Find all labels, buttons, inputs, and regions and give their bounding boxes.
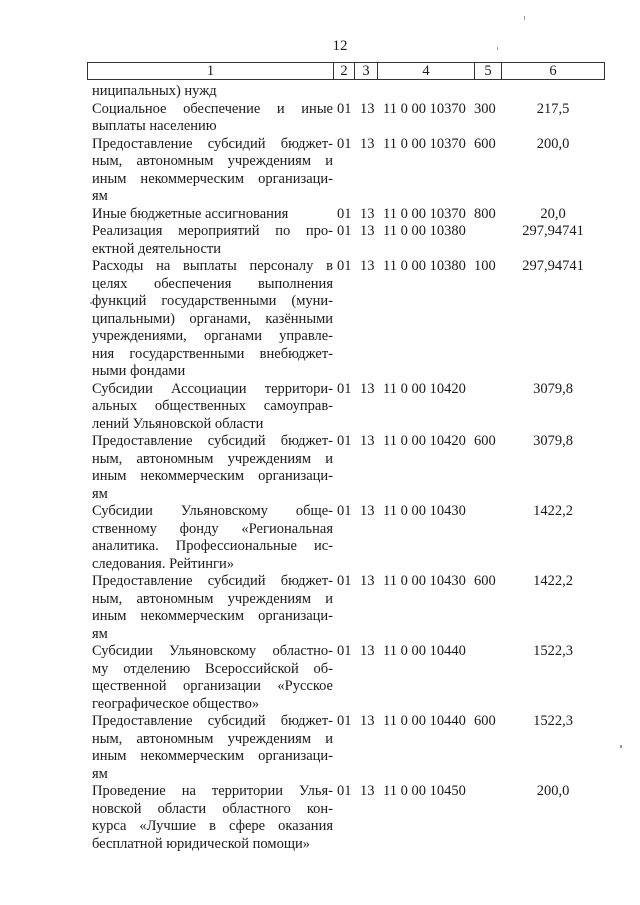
- description-line: ния государственными внебюджет-: [92, 345, 333, 362]
- table-row: [0, 713, 640, 783]
- description-line: аналитика. Профессиональные ис-: [92, 538, 333, 554]
- cell-c2: 01: [337, 783, 352, 799]
- row-description: [92, 503, 333, 573]
- cell-c4: 11 0 00 10380: [383, 223, 466, 239]
- table-row: [0, 83, 640, 101]
- cell-c3: 13: [360, 643, 375, 659]
- cell-c6: 3079,8: [533, 380, 573, 397]
- table-row: [0, 101, 640, 136]
- table-row: [0, 206, 640, 224]
- description-line: ственному фонду «Региональная: [92, 520, 333, 537]
- row-description: [92, 136, 333, 206]
- description-line: иным некоммерческим организаци-: [92, 608, 333, 624]
- cell-c2: 01: [337, 643, 352, 659]
- cell-c3: 13: [360, 100, 375, 117]
- cell-c5: 100: [474, 258, 496, 274]
- row-description: [92, 83, 333, 101]
- description-line: учреждениями, органами управле-: [92, 328, 333, 344]
- description-line: ным, автономным учреждениям и: [92, 730, 333, 747]
- table-row: [0, 573, 640, 643]
- row-description: [92, 433, 333, 503]
- description-line: целях обеспечения выполнения: [92, 275, 333, 292]
- table-body: [0, 83, 640, 853]
- header-col-3: 3: [355, 63, 378, 79]
- row-description: [92, 206, 333, 224]
- cell-c3: 13: [360, 258, 375, 274]
- header-col-5: 5: [475, 63, 502, 79]
- description-line: альных общественных самоуправ-: [92, 398, 333, 414]
- cell-c4: 11 0 00 10430: [383, 573, 466, 589]
- cell-c2: 01: [337, 205, 352, 222]
- description-line: ным, автономным учреждениям и: [92, 153, 333, 169]
- cell-c3: 13: [360, 503, 375, 519]
- table-header: [87, 62, 605, 80]
- row-description: [92, 101, 333, 136]
- description-line: бесплатной юридической помощи»: [92, 835, 310, 852]
- description-line: Социальное обеспечение и иные: [92, 100, 333, 117]
- cell-c6: 1422,2: [533, 503, 573, 519]
- cell-c3: 13: [360, 135, 375, 152]
- row-description: [92, 713, 333, 783]
- row-description: [92, 573, 333, 643]
- description-line: ектной деятельности: [92, 240, 222, 257]
- page-number: 12: [332, 38, 348, 54]
- cell-c6: 20,0: [540, 205, 566, 222]
- description-line: му отделению Всероссийской об-: [92, 660, 333, 677]
- cell-c4: 11 0 00 10440: [383, 713, 466, 729]
- cell-c5: 600: [474, 573, 496, 589]
- description-line: ципальными) органами, казёнными: [92, 310, 333, 327]
- description-line: ям: [92, 188, 108, 204]
- table-row: [0, 136, 640, 206]
- cell-c4: 11 0 00 10380: [383, 258, 466, 274]
- table-row: [0, 258, 640, 381]
- table-row: [0, 643, 640, 713]
- description-line: Предоставление субсидий бюджет-: [92, 135, 333, 152]
- table-row: [0, 503, 640, 573]
- table-row: [0, 783, 640, 853]
- cell-c4: 11 0 00 10420: [383, 380, 466, 397]
- description-line: Иные бюджетные ассигнования: [92, 205, 289, 222]
- cell-c6: 1522,3: [533, 643, 573, 659]
- cell-c3: 13: [360, 433, 375, 449]
- cell-c2: 01: [337, 223, 352, 239]
- description-line: Субсидии Ассоциации территори-: [92, 380, 333, 397]
- header-col-4: 4: [378, 63, 475, 79]
- cell-c6: 200,0: [536, 135, 570, 152]
- cell-c5: 800: [474, 205, 496, 222]
- row-description: [92, 223, 333, 258]
- row-description: [92, 258, 333, 381]
- row-description: [92, 643, 333, 713]
- description-line: новской области областного кон-: [92, 800, 333, 817]
- cell-c6: 200,0: [536, 783, 570, 799]
- cell-c2: 01: [337, 135, 352, 152]
- cell-c2: 01: [337, 100, 352, 117]
- cell-c4: 11 0 00 10420: [383, 433, 466, 449]
- description-line: ям: [92, 485, 108, 502]
- header-col-6: 6: [549, 63, 557, 79]
- description-line: иным некоммерческим организаци-: [92, 748, 333, 764]
- description-line: ям: [92, 625, 108, 642]
- cell-c4: 11 0 00 10370: [383, 100, 466, 117]
- row-description: [92, 381, 333, 434]
- cell-c3: 13: [360, 783, 375, 799]
- description-line: ным, автономным учреждениям и: [92, 590, 333, 607]
- description-line: щественной организации «Русское: [92, 678, 333, 694]
- cell-c2: 01: [337, 573, 352, 589]
- description-line: Субсидии Ульяновскому областно-: [92, 643, 333, 659]
- cell-c6: 1422,2: [533, 573, 573, 589]
- cell-c6: 297,94741: [522, 223, 584, 239]
- cell-c2: 01: [337, 713, 352, 729]
- description-line: ниципальных) нужд: [92, 83, 217, 99]
- description-line: выплаты населению: [92, 118, 217, 134]
- description-line: иным некоммерческим организаци-: [92, 170, 333, 187]
- cell-c5: 600: [474, 433, 496, 449]
- cell-c6: 297,94741: [522, 258, 584, 274]
- cell-c2: 01: [337, 433, 352, 449]
- cell-c5: 600: [474, 713, 496, 729]
- description-line: Предоставление субсидий бюджет-: [92, 573, 333, 589]
- description-line: Расходы на выплаты персоналу в: [92, 258, 333, 274]
- description-line: ными фондами: [92, 363, 186, 379]
- cell-c4: 11 0 00 10450: [383, 783, 466, 799]
- table-row: [0, 223, 640, 258]
- cell-c4: 11 0 00 10370: [383, 205, 466, 222]
- description-line: лений Ульяновской области: [92, 415, 264, 432]
- description-line: курса «Лучшие в сфере оказания: [92, 818, 333, 834]
- cell-c2: 01: [337, 258, 352, 274]
- table-row: [0, 381, 640, 434]
- cell-c4: 11 0 00 10370: [383, 135, 466, 152]
- description-line: ям: [92, 765, 108, 782]
- cell-c3: 13: [360, 205, 375, 222]
- description-line: Субсидии Ульяновскому обще-: [92, 503, 333, 519]
- description-line: ным, автономным учреждениям и: [92, 450, 333, 467]
- cell-c3: 13: [360, 713, 375, 729]
- header-col-1: 1: [88, 63, 334, 79]
- description-line: функций государственными (муни-: [92, 293, 333, 309]
- cell-c4: 11 0 00 10430: [383, 503, 466, 519]
- cell-c3: 13: [360, 573, 375, 589]
- description-line: следования. Рейтинги»: [92, 555, 234, 572]
- description-line: Предоставление субсидий бюджет-: [92, 433, 333, 449]
- row-description: [92, 783, 333, 853]
- cell-c2: 01: [337, 380, 352, 397]
- cell-c5: 600: [474, 135, 496, 152]
- description-line: географическое общество»: [92, 695, 260, 712]
- cell-c5: 300: [474, 100, 496, 117]
- cell-c6: 3079,8: [533, 433, 573, 449]
- cell-c3: 13: [360, 223, 375, 239]
- cell-c6: 1522,3: [533, 713, 573, 729]
- cell-c4: 11 0 00 10440: [383, 643, 466, 659]
- description-line: иным некоммерческим организаци-: [92, 468, 333, 484]
- table-row: [0, 433, 640, 503]
- description-line: Предоставление субсидий бюджет-: [92, 713, 333, 729]
- cell-c3: 13: [360, 380, 375, 397]
- cell-c6: 217,5: [536, 100, 570, 117]
- description-line: Проведение на территории Улья-: [92, 783, 333, 799]
- description-line: Реализация мероприятий по про-: [92, 223, 333, 239]
- header-col-2: 2: [334, 63, 355, 79]
- cell-c2: 01: [337, 503, 352, 519]
